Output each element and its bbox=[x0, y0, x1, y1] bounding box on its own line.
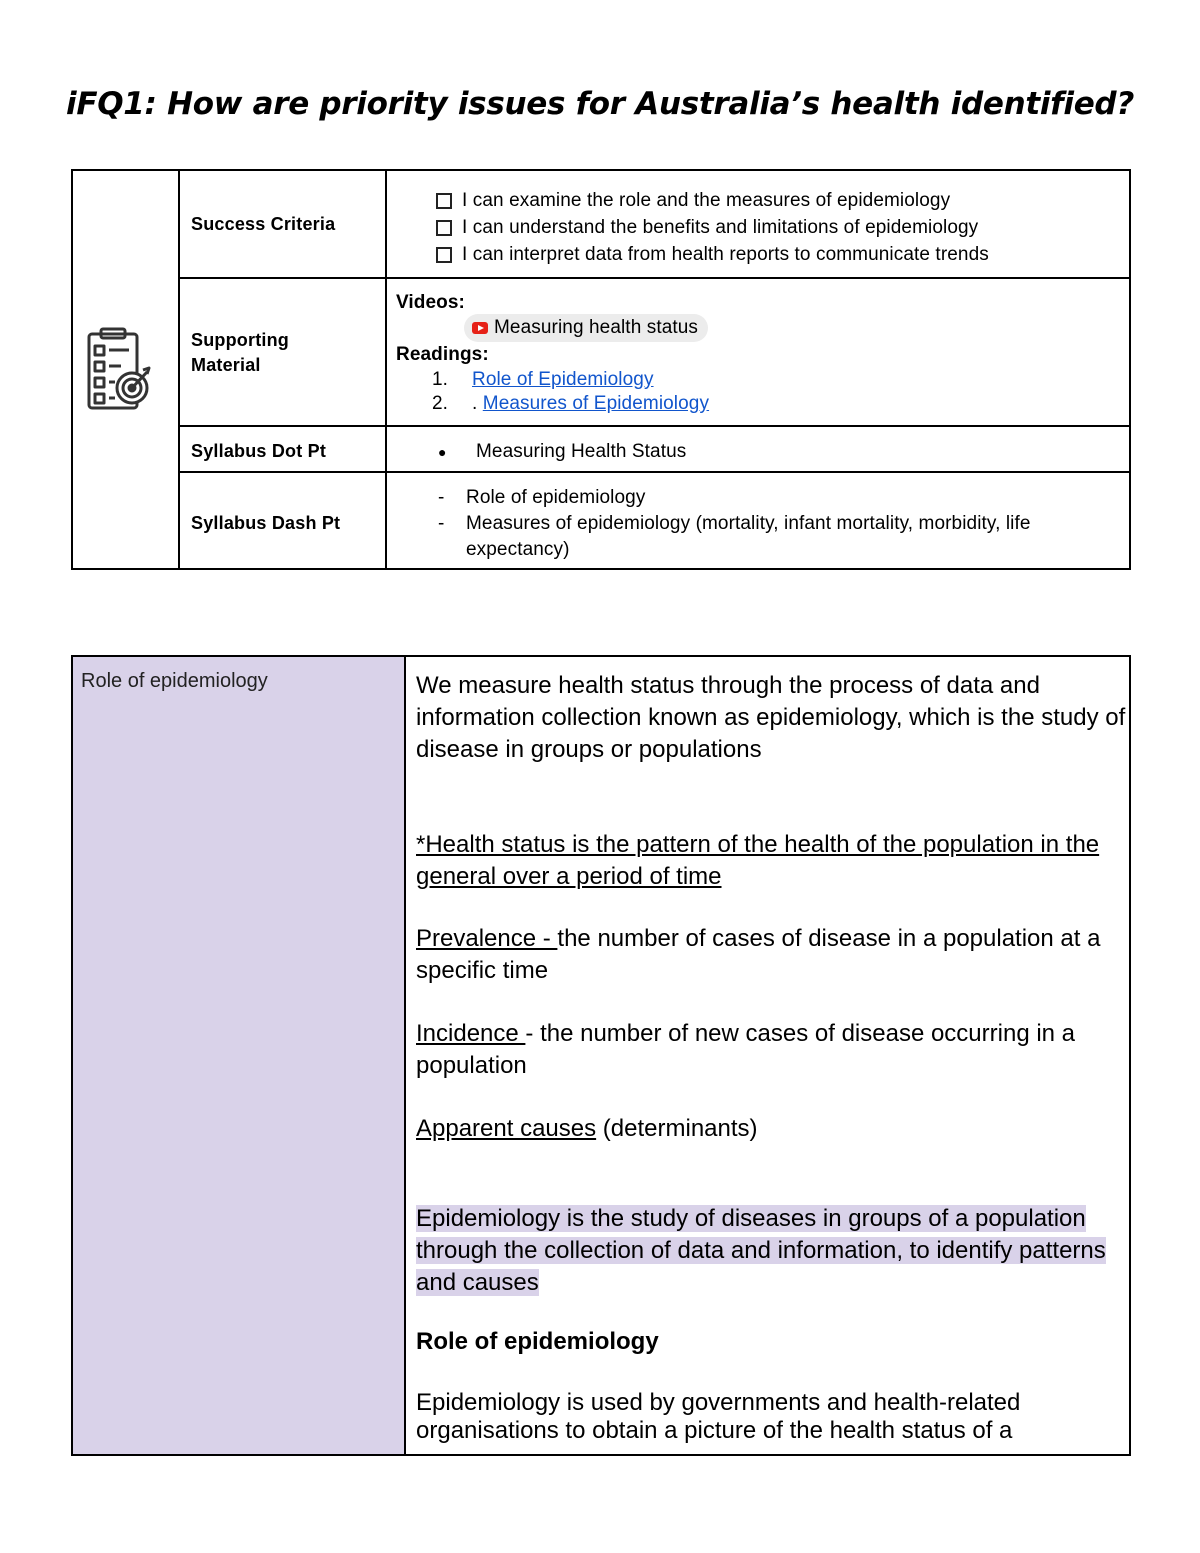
supporting-material-label: Supporting Material bbox=[191, 330, 289, 375]
bullet: ● bbox=[438, 444, 447, 460]
topic-label: Role of epidemiology bbox=[81, 670, 268, 692]
video-chip[interactable]: Measuring health status bbox=[464, 314, 708, 342]
notes-table bbox=[71, 655, 1131, 1456]
success-criteria-label: Success Criteria bbox=[191, 214, 336, 234]
intro-text: We measure health status through the process of data and information collection known as epidemiology, which is the study of disease in groups or populations bbox=[416, 672, 1126, 763]
criterion-item[interactable]: I can interpret data from health reports to communicate trends bbox=[396, 241, 989, 268]
incidence-definition: Incidence - the number of new cases of disease occurring in a population bbox=[416, 1020, 1076, 1079]
divider bbox=[180, 471, 1129, 473]
syllabus-dot-item: ● Measuring Health Status bbox=[396, 438, 686, 466]
reading-item: 1. Role of Epidemiology bbox=[432, 369, 654, 390]
overview-table bbox=[71, 169, 1131, 570]
list-item: - Role of epidemiology bbox=[438, 487, 646, 508]
success-criteria-list bbox=[396, 187, 989, 268]
reading-link[interactable]: Role of Epidemiology bbox=[472, 369, 654, 390]
prevalence-definition: Prevalence - the number of cases of disease in a population at a specific time bbox=[416, 925, 1101, 984]
reading-item: 2. . Measures of Epidemiology bbox=[432, 393, 710, 414]
syllabus-dash-list bbox=[396, 485, 1116, 563]
checkbox-icon[interactable] bbox=[436, 247, 452, 263]
youtube-icon bbox=[472, 322, 488, 334]
criterion-item[interactable]: I can understand the benefits and limitations of epidemiology bbox=[396, 214, 989, 241]
notes-content bbox=[416, 670, 1126, 1445]
highlighted-definition: Epidemiology is the study of diseases in groups of a population through the collection of data and information, to identify patterns and causes bbox=[416, 1205, 1106, 1296]
checkbox-icon[interactable] bbox=[436, 220, 452, 236]
clipboard-target-icon bbox=[85, 326, 151, 412]
notes-topic-cell bbox=[73, 657, 406, 1454]
apparent-causes: Apparent causes (determinants) bbox=[416, 1115, 758, 1142]
readings-heading: Readings: bbox=[396, 344, 489, 365]
divider bbox=[385, 171, 387, 568]
divider bbox=[180, 277, 1129, 279]
videos-heading: Videos: bbox=[396, 292, 465, 313]
syllabus-dash-label: Syllabus Dash Pt bbox=[191, 513, 341, 533]
health-status-definition: *Health status is the pattern of the health of the population in the general over a period of time bbox=[416, 831, 1100, 890]
criterion-item[interactable]: I can examine the role and the measures of epidemiology bbox=[396, 187, 989, 214]
page-title: iFQ1: How are priority issues for Australia’s health identified? bbox=[66, 86, 1134, 122]
supporting-material bbox=[396, 290, 709, 416]
syllabus-dot-label: Syllabus Dot Pt bbox=[191, 441, 327, 461]
checkbox-icon[interactable] bbox=[436, 193, 452, 209]
list-item: - Measures of epidemiology (mortality, infant mortality, morbidity, life expectancy) bbox=[438, 513, 1031, 560]
role-text: Epidemiology is used by governments and health-related organisations to obtain a picture of the health status of a bbox=[416, 1389, 1021, 1444]
role-heading: Role of epidemiology bbox=[416, 1328, 659, 1355]
divider bbox=[180, 425, 1129, 427]
reading-link[interactable]: Measures of Epidemiology bbox=[482, 393, 710, 414]
divider bbox=[178, 171, 180, 568]
